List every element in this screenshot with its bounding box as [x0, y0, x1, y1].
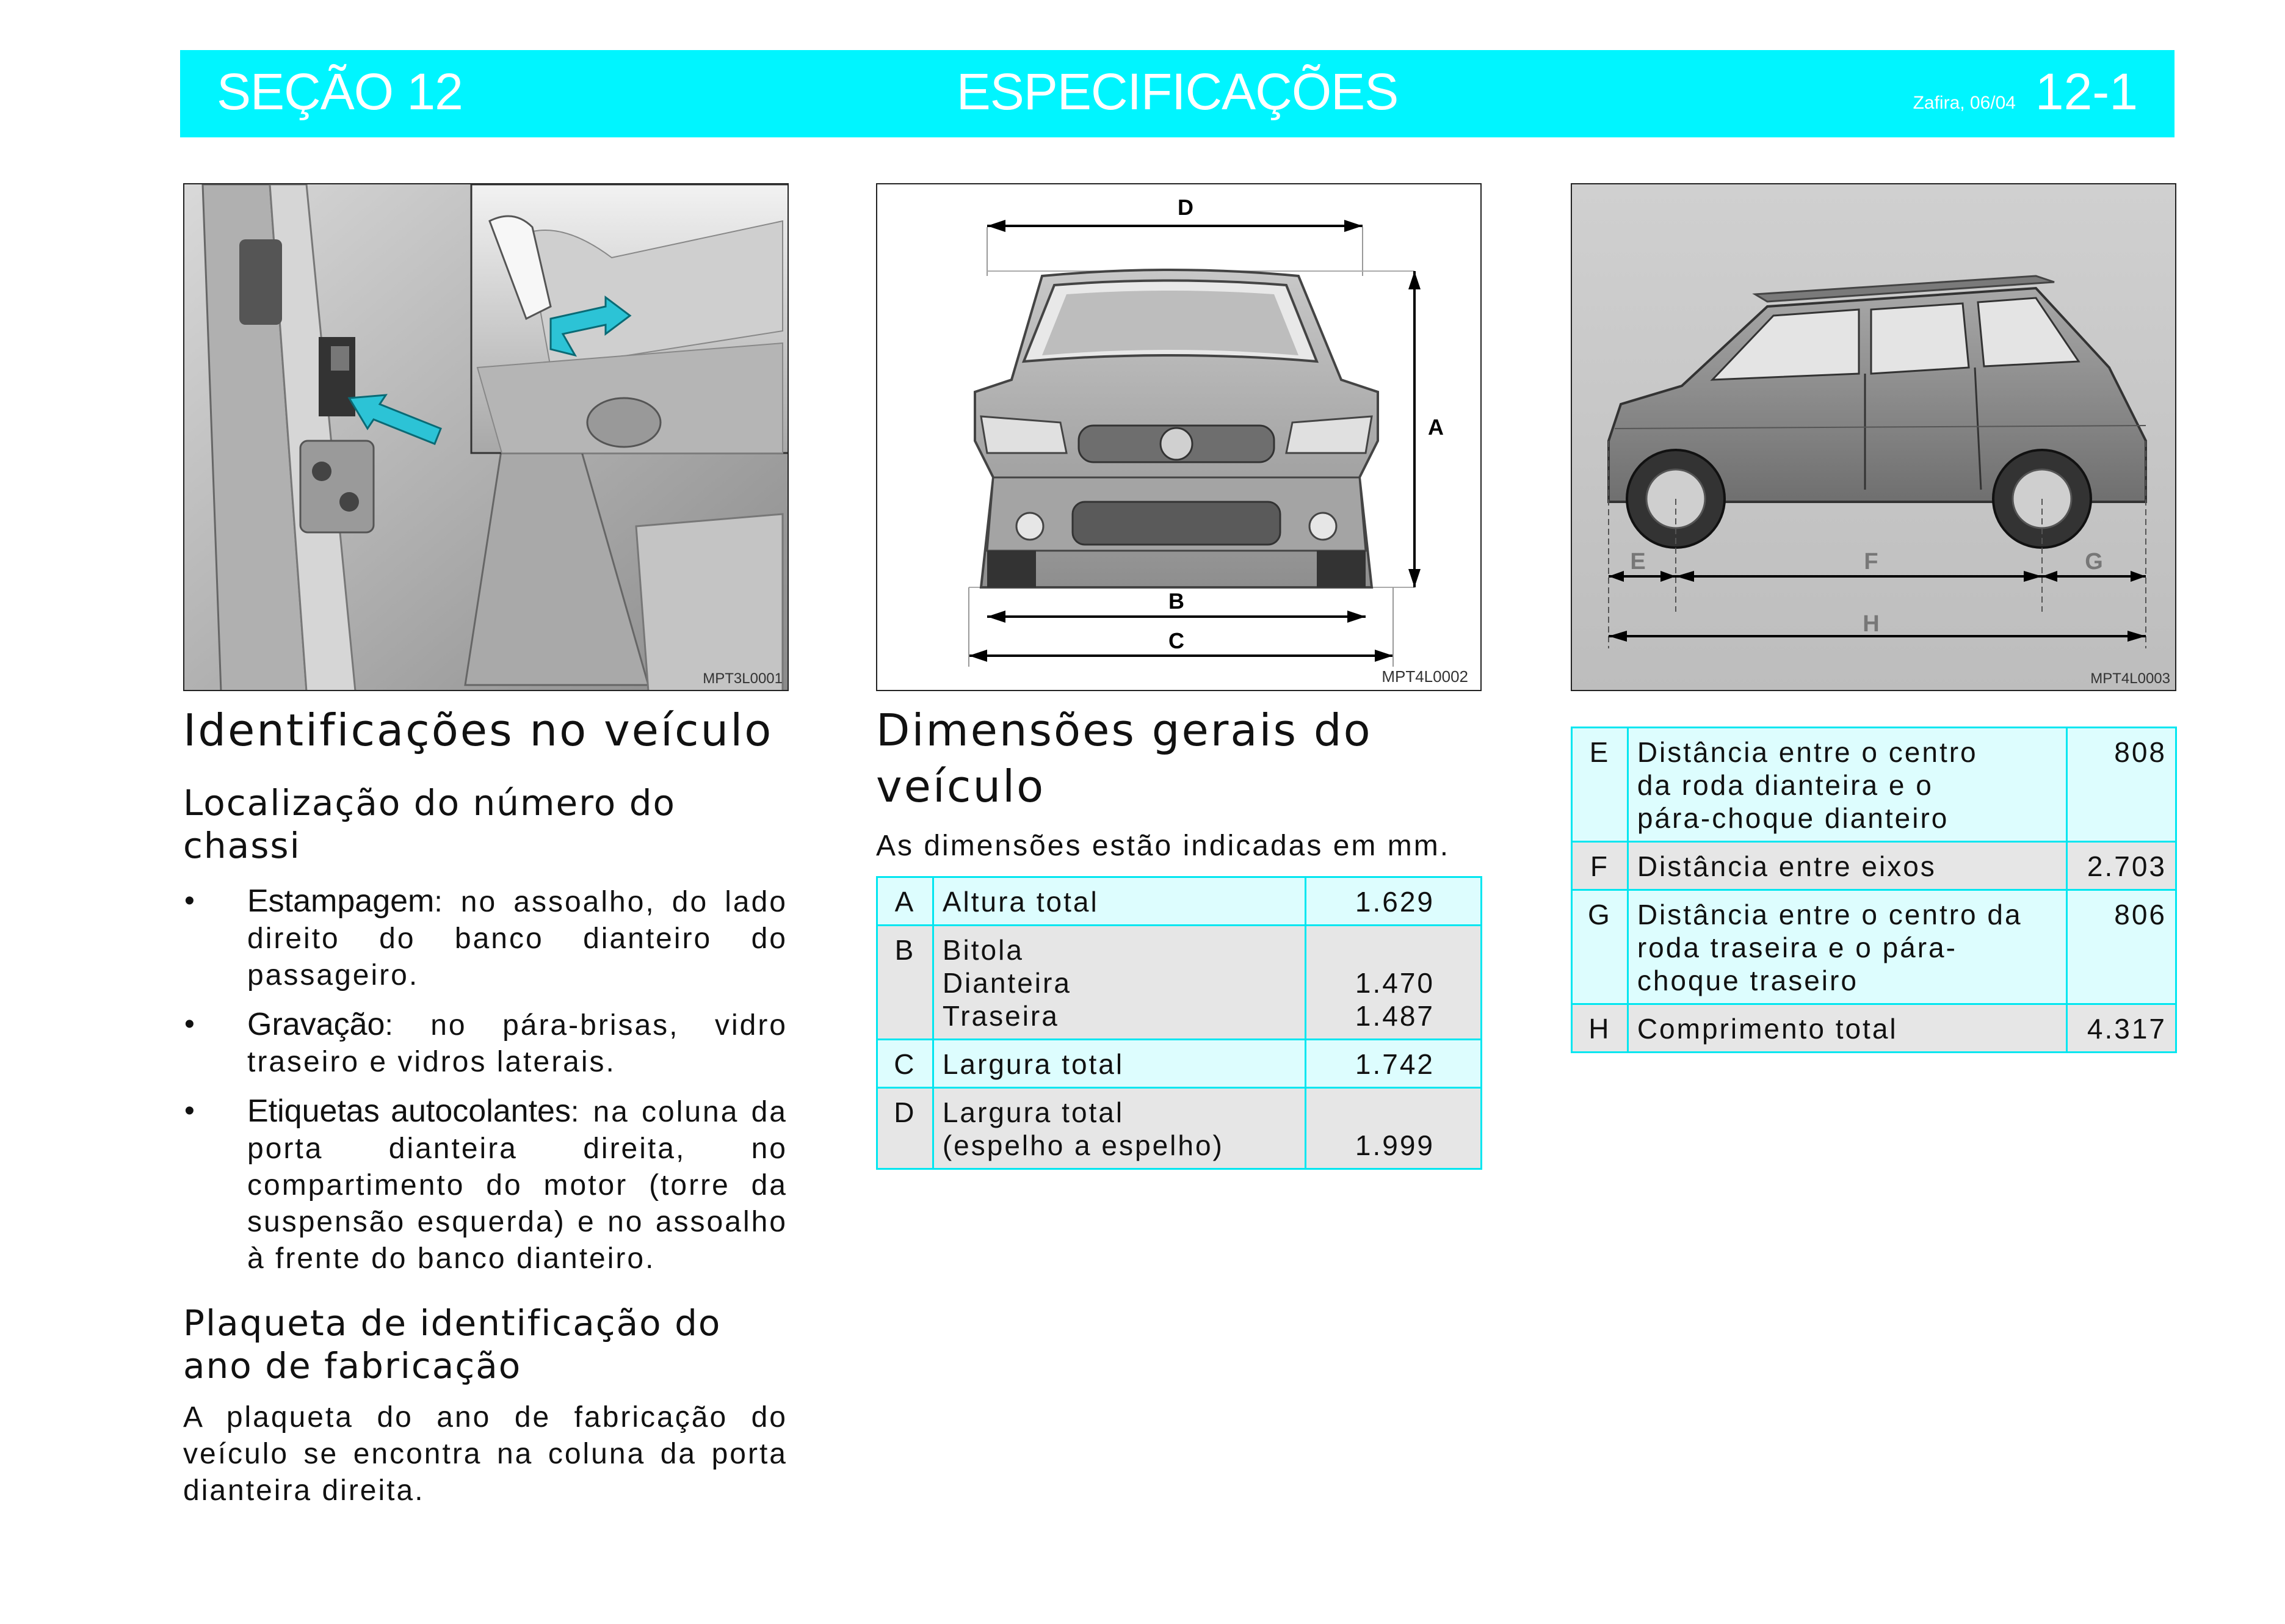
chassis-location-list — [183, 883, 788, 1277]
figure-code: MPT3L0001 — [703, 670, 783, 687]
chassis-location-heading: Localização do número do chassi — [183, 782, 676, 866]
row-description-rear: Traseira — [942, 1000, 1059, 1032]
dim-label-d: D — [1178, 195, 1193, 220]
dim-label-c: C — [1168, 628, 1184, 653]
plate-paragraph: A plaqueta do ano de fabricação do veículo se encontra na coluna da porta dianteira direita. — [183, 1401, 788, 1507]
page-number: 12-1 — [2035, 63, 2138, 120]
row-description: Comprimento total — [1628, 1004, 2066, 1053]
front-dimensions-figure — [876, 183, 1482, 691]
row-description: Distância entre o centro da roda traseira e o pára-choque traseiro — [1628, 890, 2066, 1004]
table-row — [877, 1040, 1482, 1088]
row-description — [933, 926, 1306, 1040]
dim-label-b: B — [1168, 589, 1184, 614]
row-value: 1.629 — [1306, 877, 1482, 926]
row-letter: F — [1572, 842, 1628, 890]
vin-location-icon — [184, 184, 789, 691]
row-letter: D — [877, 1088, 933, 1169]
row-value — [1306, 926, 1482, 1040]
list-item — [183, 1006, 788, 1081]
row-letter: A — [877, 877, 933, 926]
table-row — [877, 877, 1482, 926]
side-dimensions-table — [1571, 727, 2177, 1053]
table-row — [1572, 1004, 2176, 1053]
row-letter: C — [877, 1040, 933, 1088]
list-item-term: Estampagem — [247, 883, 435, 919]
row-description-detail: (espelho a espelho) — [942, 1129, 1224, 1161]
row-value: 2.703 — [2067, 842, 2176, 890]
page-title: ESPECIFICAÇÕES — [956, 63, 1399, 120]
list-item — [183, 883, 788, 994]
row-value-front: 1.470 — [1355, 967, 1435, 999]
row-letter: E — [1572, 728, 1628, 842]
list-item-text: : no assoalho, do lado direito do banco dianteiro do passageiro. — [247, 886, 788, 991]
dim-label-h: H — [1863, 611, 1880, 637]
list-item-text: : no pára-brisas, vidro traseiro e vidros laterais. — [247, 1009, 788, 1078]
figure-code: MPT4L0003 — [2090, 670, 2170, 687]
table-row — [1572, 890, 2176, 1004]
dim-label-g: G — [2085, 549, 2103, 575]
page-header — [180, 50, 2175, 137]
dim-label-e: E — [1630, 549, 1646, 575]
row-description-title: Bitola — [942, 934, 1024, 966]
row-description — [933, 1088, 1306, 1169]
table-row — [1572, 728, 2176, 842]
plate-heading: Plaqueta de identificação do ano de fabricação — [183, 1302, 722, 1387]
list-item-term: Etiquetas autocolantes — [247, 1093, 571, 1129]
bullet-icon: • — [184, 1095, 197, 1127]
row-description: Largura total — [933, 1040, 1306, 1088]
side-dimensions-figure — [1571, 183, 2176, 691]
bullet-icon: • — [184, 885, 197, 917]
list-item — [183, 1093, 788, 1277]
row-letter: G — [1572, 890, 1628, 1004]
list-item-term: Gravação — [247, 1007, 385, 1042]
row-value: 808 — [2067, 728, 2176, 842]
row-value: 806 — [2067, 890, 2176, 1004]
front-dimensions-table — [876, 876, 1482, 1170]
section-label: SEÇÃO 12 — [217, 63, 463, 120]
vehicle-front-icon — [877, 184, 1482, 691]
units-note: As dimensões estão indicadas em mm. — [876, 830, 1450, 862]
figure-code: MPT4L0002 — [1382, 667, 1468, 686]
vehicle-dimensions-section — [876, 702, 1480, 865]
row-value: 1.999 — [1306, 1088, 1482, 1169]
table-row — [877, 926, 1482, 1040]
bullet-icon: • — [184, 1008, 197, 1040]
row-value-rear: 1.487 — [1355, 1000, 1435, 1032]
dim-label-f: F — [1864, 549, 1878, 575]
vehicle-side-icon — [1572, 184, 2176, 691]
vin-location-figure — [183, 183, 789, 691]
edition-label: Zafira, 06/04 — [1913, 93, 2016, 113]
row-description: Distância entre o centro da roda dianteira e o pára-choque dianteiro — [1628, 728, 2066, 842]
section-heading: Dimensões gerais do veículo — [876, 705, 1372, 812]
table-row — [877, 1088, 1482, 1169]
list-item-text: : na coluna da porta dianteira direita, no compartimento do motor (torre da suspensão esquerda) e no assoalho à frente do banco dianteiro. — [247, 1096, 788, 1275]
table-row — [1572, 842, 2176, 890]
section-heading: Identificações no veículo — [183, 705, 773, 756]
row-description: Altura total — [933, 877, 1306, 926]
row-value: 1.742 — [1306, 1040, 1482, 1088]
row-description: Distância entre eixos — [1628, 842, 2066, 890]
row-letter: B — [877, 926, 933, 1040]
dim-label-a: A — [1428, 415, 1444, 440]
vehicle-identification-section — [183, 702, 788, 1509]
row-letter: H — [1572, 1004, 1628, 1053]
row-description-title: Largura total — [942, 1097, 1124, 1128]
row-value: 4.317 — [2067, 1004, 2176, 1053]
row-description-front: Dianteira — [942, 967, 1071, 999]
